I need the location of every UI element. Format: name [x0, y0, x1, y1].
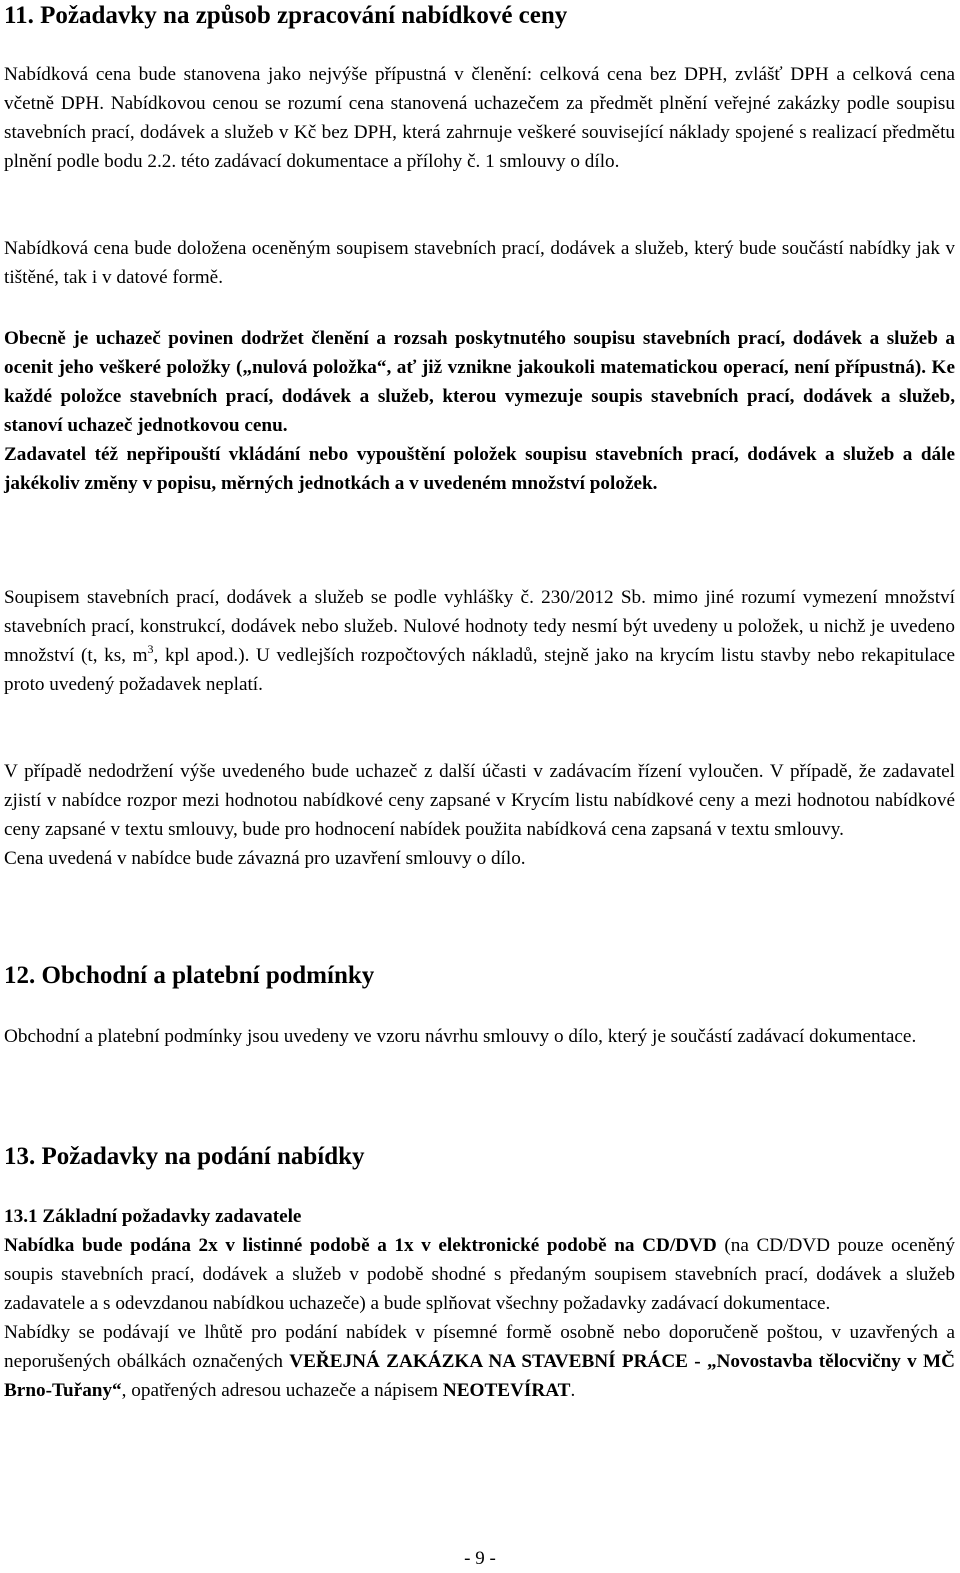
section-13-paragraph-2-b: , opatřených adresou uchazeče a nápisem	[121, 1380, 443, 1401]
section-13-paragraph-1	[4, 1231, 955, 1318]
section-11-paragraph-5-part-b: , kpl apod.). U vedlejších rozpočtových nákladů, stejně jako na krycím listu stavby nebo rekapitulace proto uvedený požadavek neplatí.	[4, 645, 955, 695]
section-11-paragraph-5	[4, 583, 955, 699]
section-13-paragraph-2-bold-title: VEŘEJNÁ ZAKÁZKA NA STAVEBNÍ PRÁCE - „Novostavba tělocvičny v MČ Brno-Tuřany“	[4, 1351, 955, 1401]
section-11-paragraph-5-part-a: Soupisem stavebních prací, dodávek a služeb se podle vyhlášky č. 230/2012 Sb. mimo jiné rozumí vymezení množství stavebních prací, konstrukcí, dodávek nebo služeb. Nulové hodnoty tedy nesmí být uvedeny u položek, u nichž je uvedeno množství (t, ks, m	[4, 587, 955, 666]
section-13-paragraph-2-bold-neotevirat: NEOTEVÍRAT	[442, 1380, 571, 1401]
section-11-paragraph-6: V případě nedodržení výše uvedeného bude uchazeč z další účasti v zadávacím řízení vyloučen. V případě, že zadavatel zjistí v nabídce rozpor mezi hodnotou nabídkové ceny zapsané v Krycím listu nabídkové ceny a mezi hodnotou nabídkové ceny zapsané v textu smlouvy, bude pro hodnocení nabídek použita nabídková cena zapsaná v textu smlouvy.	[4, 761, 955, 840]
section-13-heading: 13. Požadavky na podání nabídky	[4, 1143, 365, 1170]
section-13-paragraph-1-rest: (na CD/DVD pouze oceněný soupis stavebních prací, dodávek a služeb v podobě shodné s předaným soupisem stavebních prací, dodávek a služeb zadavatele a s odevzdanou nabídkou uchazeče) a bude splňovat všechny požadavky zadávací dokumentace.	[4, 1235, 955, 1314]
superscript-3: 3	[147, 642, 154, 656]
section-11-paragraph-4: Zadavatel též nepřipouští vkládání nebo vypouštění položek soupisu stavebních prací, dodávek a služeb a dále jakékoliv změny v popisu, měrných jednotkách a v uvedeném množství položek.	[4, 444, 955, 494]
section-12-paragraph-1: Obchodní a platební podmínky jsou uvedeny ve vzoru návrhu smlouvy o dílo, který je součástí zadávací dokumentace.	[4, 1026, 917, 1047]
section-13-1-block	[4, 1202, 955, 1405]
section-11-paragraph-2: Nabídková cena bude doložena oceněným soupisem stavebních prací, dodávek a služeb, který bude součástí nabídky jak v tištěné, tak i v datové formě.	[4, 238, 955, 288]
section-13-paragraph-1-bold: Nabídka bude podána 2x v listinné podobě a 1x v elektronické podobě na CD/DVD	[4, 1235, 717, 1256]
page-number: - 9 -	[464, 1548, 496, 1569]
section-13-paragraph-2-a: Nabídky se podávají ve lhůtě pro podání nabídek v písemné formě osobně nebo doporučeně poštou, v uzavřených a neporušených obálkách označených	[4, 1322, 955, 1372]
section-12-heading: 12. Obchodní a platební podmínky	[4, 962, 375, 989]
section-11-paragraph-7: Cena uvedená v nabídce bude závazná pro uzavření smlouvy o dílo.	[4, 848, 526, 869]
section-11-heading: 11. Požadavky na způsob zpracování nabídkové ceny	[4, 2, 568, 29]
section-11-paragraph-1: Nabídková cena bude stanovena jako nejvýše přípustná v členění: celková cena bez DPH, zvlášť DPH a celková cena včetně DPH. Nabídkovou cenou se rozumí cena stanovená uchazečem za předmět plnění veřejné zakázky podle soupisu stavebních prací, dodávek a služeb v Kč bez DPH, která zahrnuje veškeré související náklady spojené s realizací předmětu plnění podle bodu 2.2. této zadávací dokumentace a přílohy č. 1 smlouvy o dílo.	[4, 64, 955, 172]
section-13-paragraph-2	[4, 1318, 955, 1405]
section-11-exclusion-block	[4, 757, 955, 873]
section-11-bold-block	[4, 324, 955, 498]
section-11-paragraph-3: Obecně je uchazeč povinen dodržet členění a rozsah poskytnutého soupisu stavebních prací, dodávek a služeb a ocenit jeho veškeré položky („nulová položka“, ať již vznikne jakoukoli matematickou operací, není přípustná). Ke každé položce stavebních prací, dodávek a služeb, kterou vymezuje soupis stavebních prací, dodávek a služeb, stanoví uchazeč jednotkovou cenu.	[4, 328, 955, 436]
section-13-1-heading: 13.1 Základní požadavky zadavatele	[4, 1206, 302, 1227]
section-13-paragraph-2-c: .	[570, 1380, 576, 1401]
